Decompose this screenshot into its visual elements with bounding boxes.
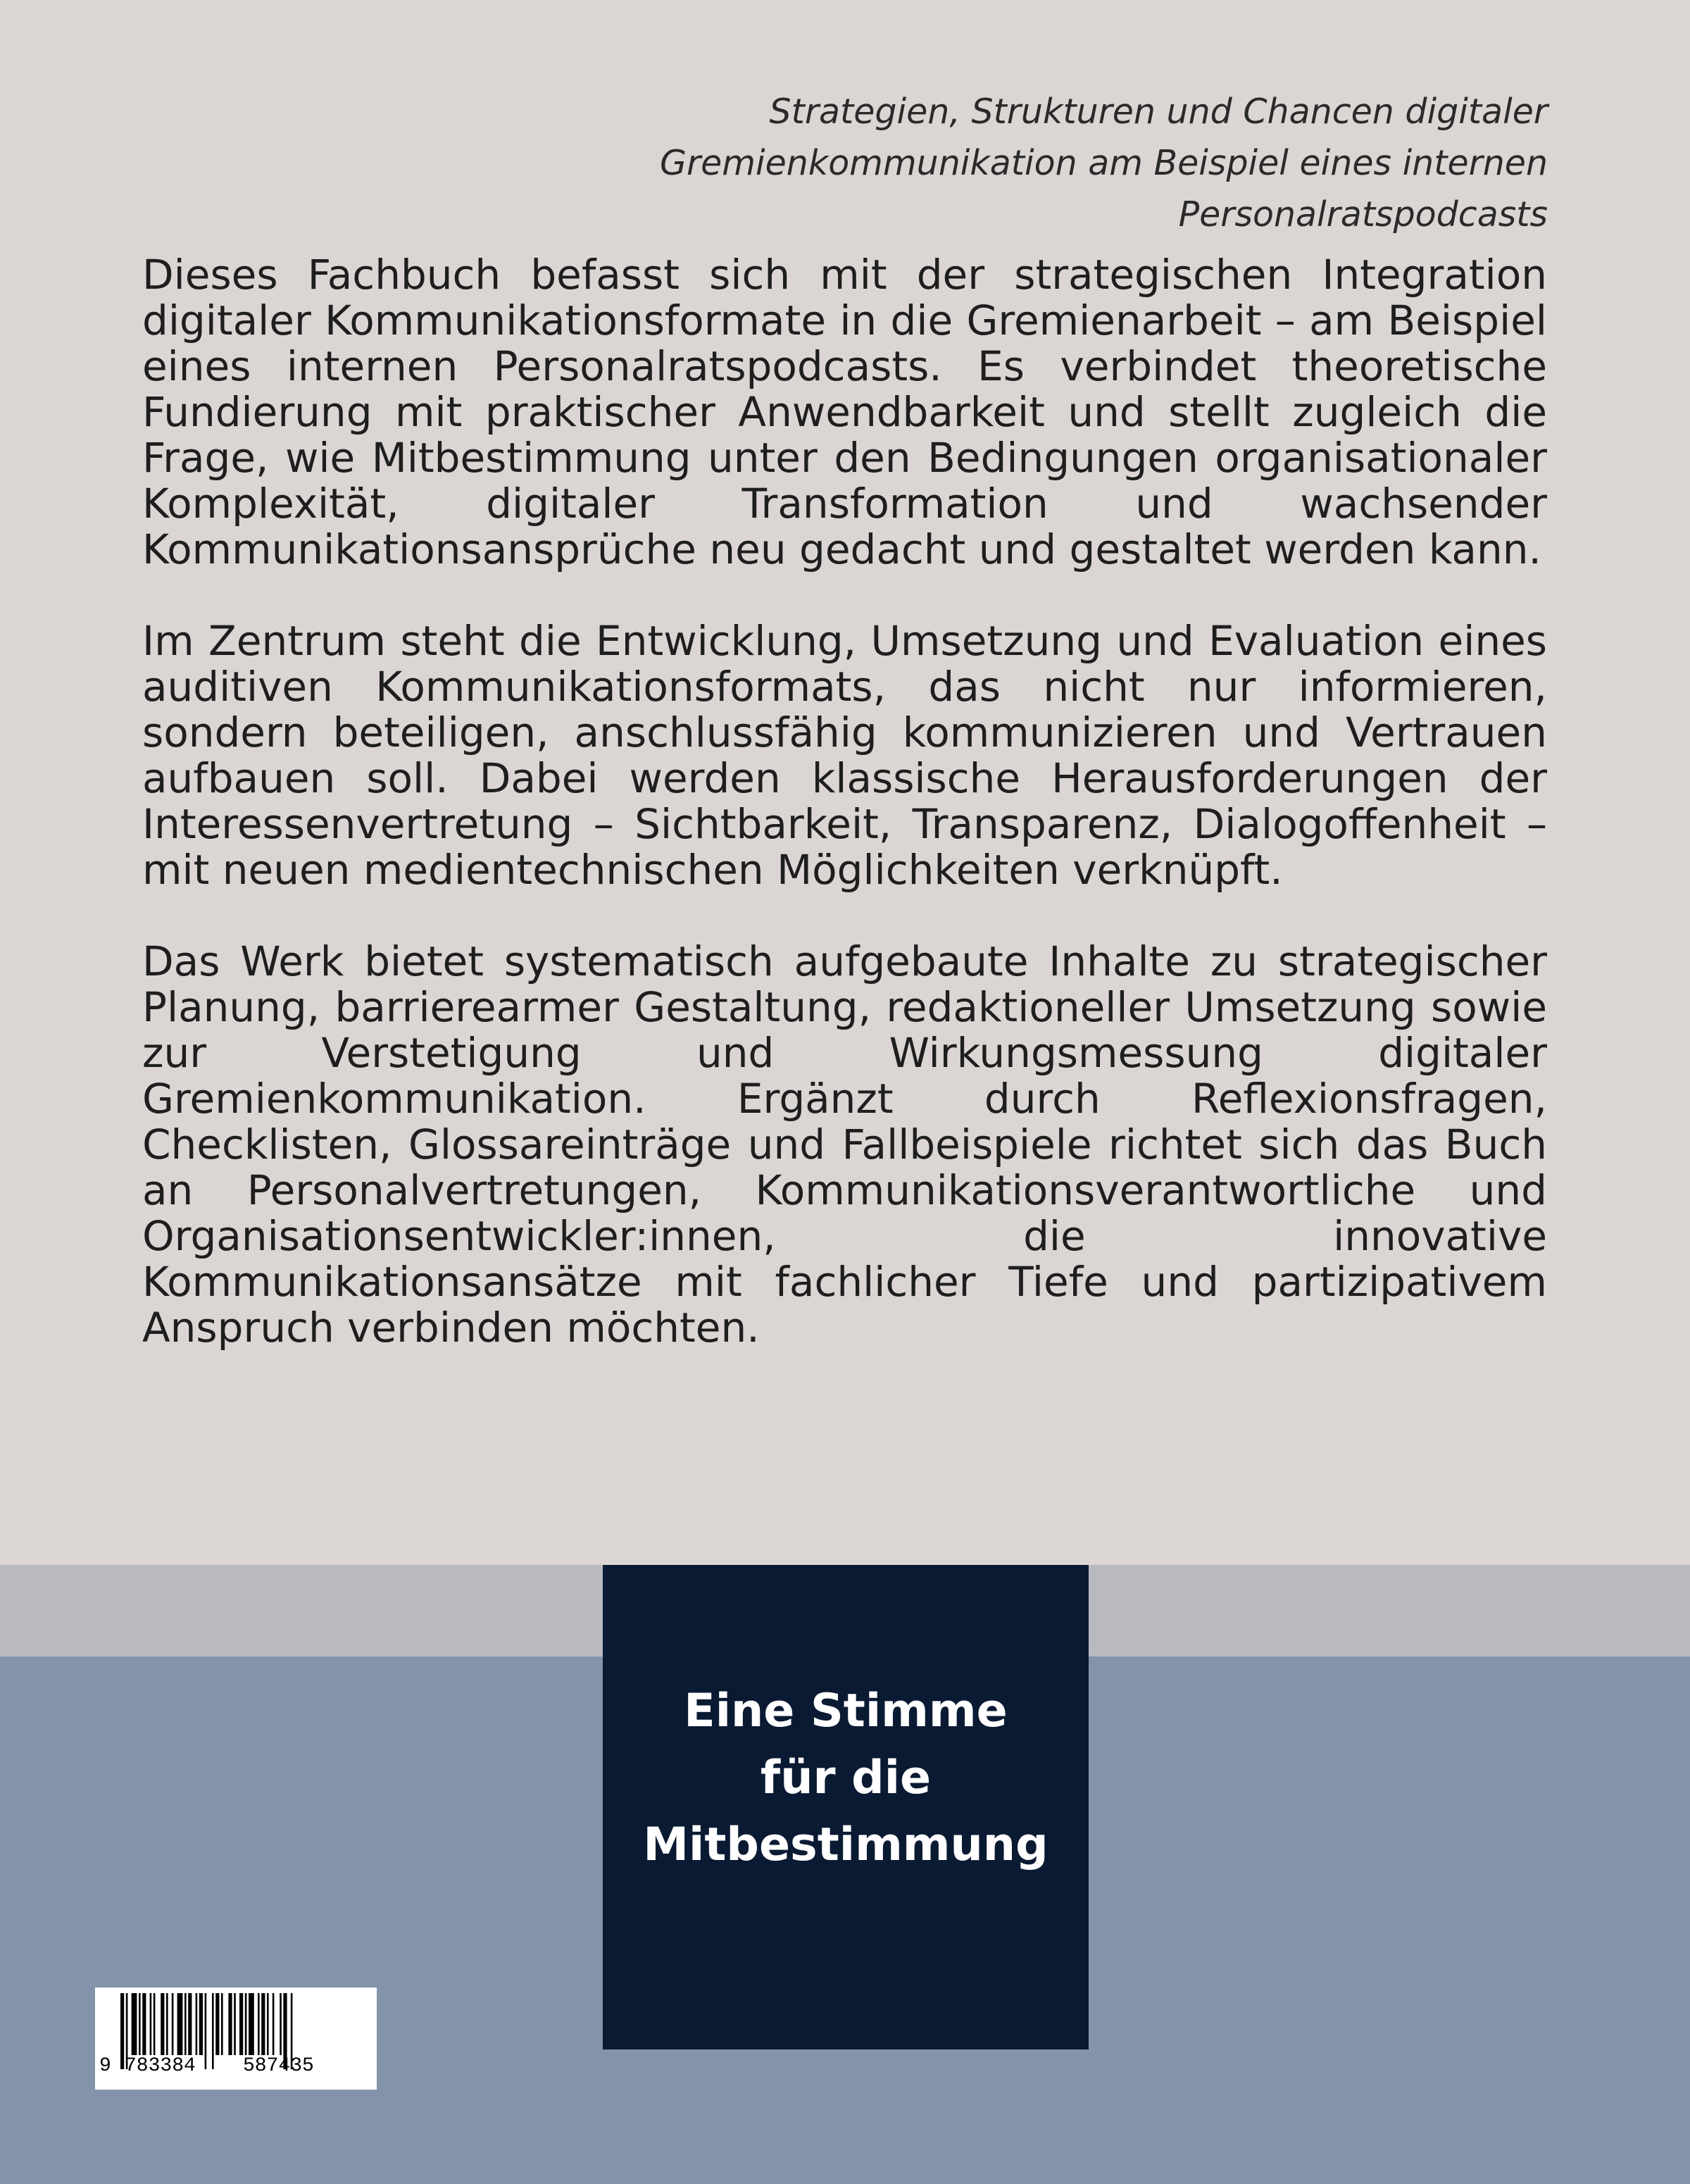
barcode-bar — [199, 1993, 203, 2055]
barcode-bar — [172, 1993, 174, 2055]
barcode-bar — [154, 1993, 156, 2055]
barcode-bar — [221, 1993, 223, 2055]
title-line-3: Mitbestimmung — [643, 1818, 1049, 1871]
barcode-bar — [142, 1993, 146, 2055]
subtitle-line-3: Personalratspodcasts — [1178, 194, 1548, 235]
barcode-bar — [166, 1993, 168, 2055]
barcode-bar — [139, 1993, 141, 2055]
barcode-bar — [188, 1993, 192, 2055]
barcode-bar — [245, 1993, 247, 2055]
blurb-paragraph-2: Im Zentrum steht die Entwicklung, Umsetzung und Evaluation eines auditiven Kommunikationsformats, das nicht nur informieren, sondern beteiligen, anschlussfähig kommunizieren und Vertrauen aufbauen soll. Dabei werden klassische Herausforderungen der Interessenvertretung – Sichtbarkeit, Transparenz, Dialogoffenheit – mit neuen medientechnischen Möglichkeiten verknüpft. — [142, 617, 1547, 894]
barcode-bar — [161, 1993, 164, 2055]
book-blurb — [142, 252, 1547, 1397]
barcode-bar — [177, 1993, 183, 2055]
barcode-bar — [120, 1993, 124, 2069]
barcode-bar — [267, 1993, 269, 2055]
barcode-bar — [184, 1993, 187, 2055]
isbn-left-group: 783384 — [125, 2055, 196, 2077]
subtitle-line-1: Strategien, Strukturen und Chancen digitaler — [769, 92, 1548, 132]
book-subtitle — [210, 86, 1548, 240]
title-line-1: Eine Stimme — [684, 1685, 1008, 1737]
barcode-bar — [239, 1993, 243, 2055]
barcode-bar — [196, 1993, 198, 2055]
barcode-bar — [150, 1993, 152, 2055]
title-box — [603, 1565, 1089, 2049]
subtitle-line-2: Gremienkommunikation am Beispiel eines internen — [660, 143, 1548, 183]
barcode-bar — [212, 1993, 214, 2069]
isbn-lead-digit: 9 — [99, 2055, 111, 2077]
barcode-bar — [234, 1993, 236, 2055]
isbn-barcode — [95, 1988, 377, 2090]
book-title — [603, 1678, 1089, 1878]
barcode-bar — [228, 1993, 232, 2055]
title-line-2: für die — [760, 1752, 932, 1804]
barcode-bar — [273, 1993, 275, 2055]
barcode-bar — [215, 1993, 219, 2055]
barcode-bar — [132, 1993, 137, 2055]
barcode-bar — [205, 1993, 207, 2069]
isbn-right-group: 587435 — [243, 2055, 314, 2077]
blurb-paragraph-1: Dieses Fachbuch befasst sich mit der strategischen Integration digitaler Kommunikationsformate in die Gremienarbeit – am Beispiel eines internen Personalratspodcasts. Es verbindet theoretische Fundierung mit praktischer Anwendbarkeit und stellt zugleich die Frage, wie Mitbestimmung unter den Bedingungen organisationaler Komplexität, digitaler Transformation und wachsender Kommunikationsansprüche neu gedacht und gestaltet werden kann. — [142, 251, 1547, 573]
barcode-bar — [258, 1993, 260, 2055]
blurb-paragraph-3: Das Werk bietet systematisch aufgebaute Inhalte zu strategischer Planung, barrierearmer Gestaltung, redaktioneller Umsetzung sowie zur Verstetigung und Wirkungsmessung digitaler Gremienkommunikation. Ergänzt durch Reflexionsfragen, Checklisten, Glossareinträge und Fallbeispiele richtet sich das Buch an Personalvertretungen, Kommunikationsverantwortliche und Organisationsentwickler:innen, die innovative Kommunikationsansätze mit fachlicher Tiefe und partizipativem Anspruch verbinden möchten. — [142, 937, 1547, 1352]
barcode-bar — [249, 1993, 254, 2055]
barcode-bar — [261, 1993, 265, 2055]
barcode-bar — [280, 1993, 282, 2055]
